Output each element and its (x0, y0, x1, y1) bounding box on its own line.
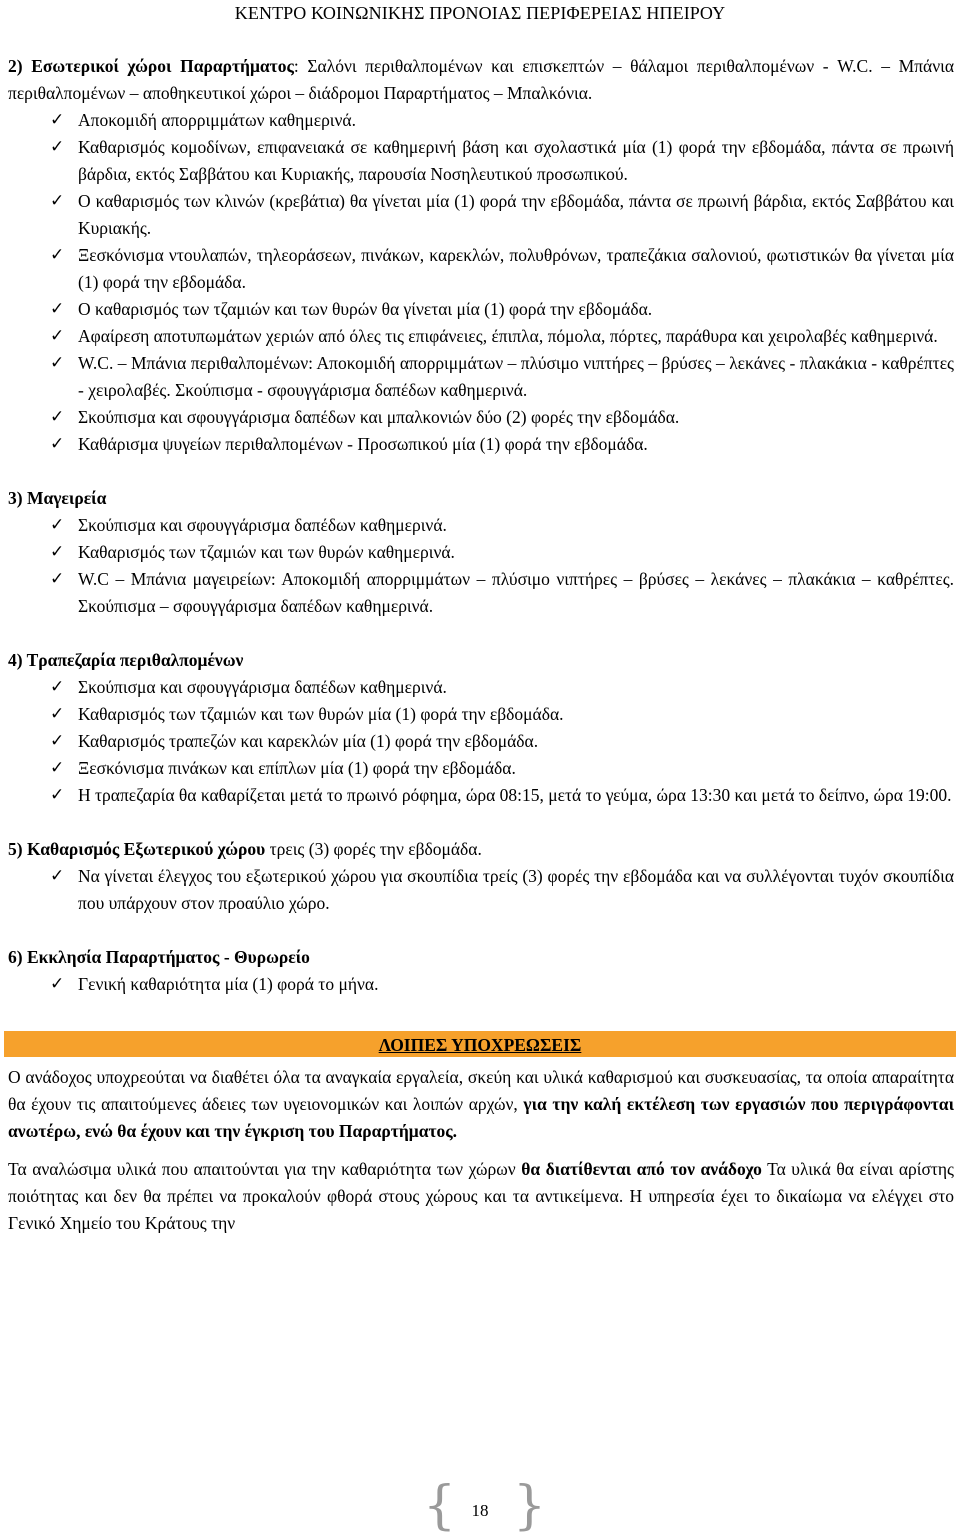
list-item-text: Σκούπισμα και σφουγγάρισμα δαπέδων καθημερινά. (78, 677, 447, 697)
consumables-paragraph (8, 1156, 954, 1237)
checklist (8, 971, 954, 998)
right-brace-icon: } (513, 1476, 547, 1536)
list-item (8, 350, 954, 404)
list-item-text: Σκούπισμα και σφουγγάρισμα δαπέδων καθημερινά. (78, 515, 447, 535)
section-interior-spaces (8, 53, 954, 458)
list-item-text: Καθάρισμα ψυγείων περιθαλπομένων - Προσωπικού μία (1) φορά την εβδομάδα. (78, 434, 648, 454)
checkmark-icon: ✓ (50, 191, 65, 211)
obligations-paragraph (8, 1064, 954, 1145)
section-kitchens (8, 485, 954, 620)
checkmark-icon: ✓ (50, 245, 65, 265)
checkmark-icon: ✓ (50, 677, 65, 697)
checkmark-icon: ✓ (50, 110, 65, 130)
checkmark-icon: ✓ (50, 704, 65, 724)
list-item-text: Καθαρισμός τραπεζών και καρεκλών μία (1) φορά την εβδομάδα. (78, 731, 539, 751)
checkmark-icon: ✓ (50, 299, 65, 319)
list-item (8, 404, 954, 431)
section-exterior (8, 836, 954, 917)
checkmark-icon: ✓ (50, 569, 65, 589)
list-item-text: Καθαρισμός κομοδίνων, επιφανειακά σε καθημερινή βάση και σχολαστικά μία (1) φορά την εβδομάδα, πάντα σε πρωινή βάρδια, εκτός Σαββάτου και Κυριακής, παρουσία Νοσηλευτικού προσωπικού. (78, 137, 954, 184)
checkmark-icon: ✓ (50, 434, 65, 454)
section-intro: : Σαλόνι περιθαλπομένων και επισκεπτών – θάλαμοι περιθαλπομένων - W.C. – Μπάνια περιθαλπομένων – αποθηκευτικοί χώροι – διάδρομοι Παραρτήματος – Μπαλκόνια. (8, 56, 954, 103)
checklist (8, 512, 954, 620)
list-item-text: Ξεσκόνισμα ντουλαπών, τηλεοράσεων, πινάκων, καρεκλών, πολυθρόνων, τραπεζάκια σαλονιού, φωτιστικών θα γίνεται μία (1) φορά την εβδομάδα. (78, 245, 954, 292)
section-heading: 6) Εκκλησία Παραρτήματος - Θυρωρείο (8, 947, 310, 967)
page-header: ΚΕΝΤΡΟ ΚΟΙΝΩΝΙΚΗΣ ΠΡΟΝΟΙΑΣ ΠΕΡΙΦΕΡΕΙΑΣ ΗΠΕΙΡΟΥ (234, 3, 726, 23)
section-heading: 2) Εσωτερικοί χώροι Παραρτήματος (8, 56, 294, 76)
list-item-text: Γενική καθαριότητα μία (1) φορά το μήνα. (78, 974, 379, 994)
checklist (8, 674, 954, 809)
section-dining-room (8, 647, 954, 809)
checklist (8, 107, 954, 458)
list-item-text: Αποκομιδή απορριμμάτων καθημερινά. (78, 110, 356, 130)
page-number: 18 (471, 1501, 489, 1520)
list-item (8, 755, 954, 782)
checklist (8, 863, 954, 917)
list-item (8, 188, 954, 242)
checkmark-icon: ✓ (50, 974, 65, 994)
paragraph-text-continued: Τα υλικά θα είναι αρίστης ποιότητας και δεν θα πρέπει να προκαλούν φθορά στους χώρους και τα αντικείμενα. Η υπηρεσία έχει το δικαίωμα να ελέγχει στο Γενικό Χημείο του Κράτους την (8, 1159, 954, 1233)
list-item-text: Ξεσκόνισμα πινάκων και επίπλων μία (1) φορά την εβδομάδα. (78, 758, 516, 778)
checkmark-icon: ✓ (50, 785, 65, 805)
checkmark-icon: ✓ (50, 326, 65, 346)
checkmark-icon: ✓ (50, 731, 65, 751)
section-heading: 4) Τραπεζαρία περιθαλπομένων (8, 650, 244, 670)
section-heading: 3) Μαγειρεία (8, 488, 107, 508)
list-item (8, 323, 954, 350)
list-item (8, 566, 954, 620)
left-brace-icon: { (423, 1476, 457, 1536)
list-item (8, 971, 954, 998)
section-heading: 5) Καθαρισμός Εξωτερικού χώρου (8, 839, 266, 859)
list-item-text: W.C – Μπάνια μαγειρείων: Αποκομιδή απορριμμάτων – πλύσιμο νιπτήρες – βρύσες – λεκάνες – πλακάκια – καθρέπτες. Σκούπισμα – σφουγγάρισμα δαπέδων καθημερινά. (78, 569, 954, 616)
banner-title: ΛΟΙΠΕΣ ΥΠΟΧΡΕΩΣΕΙΣ (378, 1035, 582, 1055)
checkmark-icon: ✓ (50, 542, 65, 562)
paragraph-bold-text: θα διατίθενται από τον ανάδοχο (521, 1159, 762, 1179)
list-item-text: Καθαρισμός των τζαμιών και των θυρών καθημερινά. (78, 542, 455, 562)
checkmark-icon: ✓ (50, 515, 65, 535)
page-footer (0, 1476, 960, 1536)
list-item-text: Καθαρισμός των τζαμιών και των θυρών μία (1) φορά την εβδομάδα. (78, 704, 564, 724)
section-heading-rest: τρεις (3) φορές την εβδομάδα. (265, 839, 482, 859)
list-item (8, 107, 954, 134)
list-item-text: Να γίνεται έλεγχος του εξωτερικού χώρου για σκουπίδια τρείς (3) φορές την εβδομάδα και να συλλέγονται τυχόν σκουπίδια που υπάρχουν στον προαύλιο χώρο. (78, 866, 954, 913)
list-item-text: W.C. – Μπάνια περιθαλπομένων: Αποκομιδή απορριμμάτων – πλύσιμο νιπτήρες – βρύσες – λεκάνες - πλακάκια - καθρέπτες - χειρολαβές. Σκούπισμα - σφουγγάρισμα δαπέδων καθημερινά. (78, 353, 954, 400)
paragraph-bold-text: για την καλή εκτέλεση των εργασιών που περιγράφονται ανωτέρω, ενώ θα έχουν και την έγκριση του Παραρτήματος. (8, 1094, 954, 1141)
list-item (8, 512, 954, 539)
list-item-text: Σκούπισμα και σφουγγάρισμα δαπέδων και μπαλκονιών δύο (2) φορές την εβδομάδα. (78, 407, 680, 427)
list-item (8, 296, 954, 323)
section-heading-paragraph (8, 836, 954, 863)
list-item (8, 701, 954, 728)
document-body (8, 53, 954, 1237)
paragraph-text: Τα αναλώσιμα υλικά που απαιτούνται για την καθαριότητα των χώρων (8, 1159, 522, 1179)
section-banner (4, 1031, 956, 1057)
list-item (8, 134, 954, 188)
section-heading-paragraph (8, 53, 954, 107)
list-item (8, 674, 954, 701)
list-item (8, 863, 954, 917)
checkmark-icon: ✓ (50, 137, 65, 157)
list-item-text: Η τραπεζαρία θα καθαρίζεται μετά το πρωινό ρόφημα, ώρα 08:15, μετά το γεύμα, ώρα 13:30 και μετά το δείπνο, ώρα 19:00. (78, 785, 952, 805)
list-item (8, 782, 954, 809)
list-item (8, 539, 954, 566)
paragraph-text: Ο ανάδοχος υποχρεούται να διαθέτει όλα τα αναγκαία εργαλεία, σκεύη και υλικά καθαρισμού και συσκευασίας, τα οποία απαραίτητα θα έχουν τις απαιτούμενες άδειες των υγειονομικών και λοιπών αρχών, (8, 1067, 954, 1114)
list-item (8, 431, 954, 458)
checkmark-icon: ✓ (50, 866, 65, 886)
list-item-text: Ο καθαρισμός των κλινών (κρεβάτια) θα γίνεται μία (1) φορά την εβδομάδα, πάντα σε πρωινή βάρδια, εκτός Σαββάτου και Κυριακής. (78, 191, 954, 238)
list-item (8, 242, 954, 296)
section-church (8, 944, 954, 998)
checkmark-icon: ✓ (50, 407, 65, 427)
list-item (8, 728, 954, 755)
checkmark-icon: ✓ (50, 758, 65, 778)
checkmark-icon: ✓ (50, 353, 65, 373)
list-item-text: Αφαίρεση αποτυπωμάτων χεριών από όλες τις επιφάνειες, έπιπλα, πόμολα, πόρτες, παράθυρα και χειρολαβές καθημερινά. (78, 326, 938, 346)
list-item-text: Ο καθαρισμός των τζαμιών και των θυρών θα γίνεται μία (1) φορά την εβδομάδα. (78, 299, 653, 319)
